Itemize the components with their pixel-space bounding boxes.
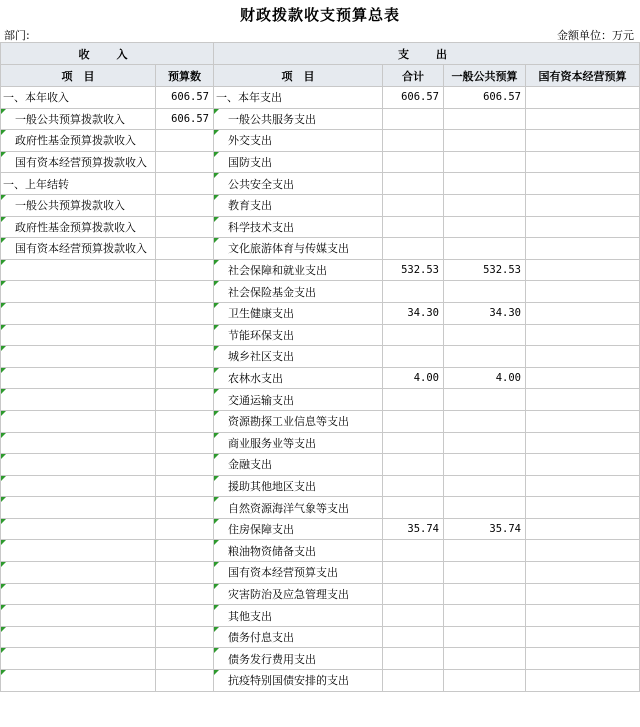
total-cell (383, 432, 444, 454)
soe-budget-cell (526, 238, 640, 260)
general-budget-cell (444, 346, 526, 368)
table-row (1, 518, 640, 540)
total-header: 合计 (383, 65, 444, 87)
soe-budget-cell (526, 216, 640, 238)
total-cell (383, 281, 444, 303)
income-amount-cell (156, 626, 214, 648)
soe-budget-cell (526, 130, 640, 152)
budget-table (0, 42, 640, 692)
total-cell: 4.00 (383, 367, 444, 389)
general-budget-cell (444, 281, 526, 303)
income-amount-cell (156, 389, 214, 411)
general-budget-cell: 532.53 (444, 259, 526, 281)
soe-budget-cell (526, 302, 640, 324)
table-row (1, 194, 640, 216)
total-cell (383, 194, 444, 216)
soe-budget-cell (526, 367, 640, 389)
income-amount-cell (156, 518, 214, 540)
income-item-cell: 一、上年结转 (1, 173, 156, 195)
general-budget-cell: 606.57 (444, 87, 526, 109)
general-budget-cell (444, 475, 526, 497)
expense-item-cell: 教育支出 (214, 194, 383, 216)
income-amount-cell (156, 367, 214, 389)
table-row (1, 626, 640, 648)
general-budget-cell (444, 238, 526, 260)
table-row (1, 670, 640, 692)
expense-item-cell: 外交支出 (214, 130, 383, 152)
income-item-cell (1, 475, 156, 497)
total-cell (383, 346, 444, 368)
expense-item-cell: 住房保障支出 (214, 518, 383, 540)
general-budget-header: 一般公共预算 (444, 65, 526, 87)
income-item-cell (1, 324, 156, 346)
income-amount-cell (156, 238, 214, 260)
income-item-cell: 国有资本经营预算拨款收入 (1, 238, 156, 260)
expense-item-cell: 公共安全支出 (214, 173, 383, 195)
expense-item-cell: 资源勘探工业信息等支出 (214, 410, 383, 432)
income-amount-cell (156, 648, 214, 670)
income-amount-cell: 606.57 (156, 87, 214, 109)
total-cell (383, 583, 444, 605)
soe-budget-cell (526, 194, 640, 216)
expense-item-cell: 粮油物资储备支出 (214, 540, 383, 562)
general-budget-cell (444, 670, 526, 692)
income-amount-cell (156, 497, 214, 519)
soe-budget-cell (526, 583, 640, 605)
income-item-cell (1, 389, 156, 411)
general-budget-cell (444, 216, 526, 238)
income-amount-cell (156, 583, 214, 605)
general-budget-cell (444, 626, 526, 648)
general-budget-cell (444, 194, 526, 216)
soe-budget-cell (526, 475, 640, 497)
total-cell (383, 626, 444, 648)
table-row (1, 497, 640, 519)
expense-item-cell: 债务付息支出 (214, 626, 383, 648)
income-item-cell (1, 346, 156, 368)
soe-budget-cell (526, 605, 640, 627)
income-item-cell: 政府性基金预算拨款收入 (1, 130, 156, 152)
general-budget-cell: 4.00 (444, 367, 526, 389)
income-amount-cell (156, 302, 214, 324)
general-budget-cell (444, 648, 526, 670)
general-budget-cell (444, 173, 526, 195)
income-amount-cell (156, 281, 214, 303)
expense-item-cell: 社会保障和就业支出 (214, 259, 383, 281)
total-cell: 34.30 (383, 302, 444, 324)
income-item-cell (1, 367, 156, 389)
general-budget-cell (444, 324, 526, 346)
income-amount-cell (156, 259, 214, 281)
header-row-group (1, 43, 640, 65)
income-item-cell (1, 670, 156, 692)
soe-budget-cell (526, 346, 640, 368)
income-item-cell: 国有资本经营预算拨款收入 (1, 151, 156, 173)
income-amount-cell (156, 475, 214, 497)
general-budget-cell (444, 605, 526, 627)
general-budget-cell (444, 130, 526, 152)
table-row (1, 324, 640, 346)
income-item-cell (1, 648, 156, 670)
general-budget-cell (444, 562, 526, 584)
income-item-cell: 一、本年收入 (1, 87, 156, 109)
expense-item-cell: 文化旅游体育与传媒支出 (214, 238, 383, 260)
expense-header: 支 出 (214, 43, 640, 65)
table-row (1, 410, 640, 432)
table-body (1, 87, 640, 692)
soe-budget-cell (526, 432, 640, 454)
expense-item-cell: 商业服务业等支出 (214, 432, 383, 454)
general-budget-cell (444, 497, 526, 519)
income-item-cell (1, 497, 156, 519)
expense-item-cell: 自然资源海洋气象等支出 (214, 497, 383, 519)
expense-item-cell: 援助其他地区支出 (214, 475, 383, 497)
income-item-cell (1, 626, 156, 648)
table-row (1, 540, 640, 562)
general-budget-cell (444, 540, 526, 562)
income-amount-cell (156, 605, 214, 627)
expense-item-cell: 交通运输支出 (214, 389, 383, 411)
expense-item-cell: 其他支出 (214, 605, 383, 627)
expense-item-cell: 社会保险基金支出 (214, 281, 383, 303)
income-amount-cell (156, 194, 214, 216)
table-row (1, 87, 640, 109)
total-cell (383, 130, 444, 152)
expense-item-cell: 一般公共服务支出 (214, 108, 383, 130)
table-row (1, 367, 640, 389)
total-cell (383, 410, 444, 432)
income-amount-cell (156, 130, 214, 152)
income-item-cell (1, 583, 156, 605)
income-item-cell (1, 432, 156, 454)
table-row (1, 562, 640, 584)
income-item-cell: 一般公共预算拨款收入 (1, 194, 156, 216)
general-budget-cell: 34.30 (444, 302, 526, 324)
page-title: 财政拨款收支预算总表 (239, 6, 400, 24)
income-item-cell: 一般公共预算拨款收入 (1, 108, 156, 130)
income-item-header: 项 目 (1, 65, 156, 87)
income-amount-cell (156, 151, 214, 173)
income-amount-cell (156, 216, 214, 238)
table-row (1, 432, 640, 454)
expense-item-header: 项 目 (214, 65, 383, 87)
total-cell (383, 216, 444, 238)
income-amount-cell (156, 324, 214, 346)
income-amount-cell (156, 432, 214, 454)
table-row (1, 151, 640, 173)
income-header: 收 入 (1, 43, 214, 65)
general-budget-cell (444, 432, 526, 454)
soe-budget-cell (526, 259, 640, 281)
table-row (1, 583, 640, 605)
general-budget-cell (444, 410, 526, 432)
general-budget-cell (444, 454, 526, 476)
general-budget-cell (444, 389, 526, 411)
soe-budget-cell (526, 173, 640, 195)
total-cell (383, 108, 444, 130)
expense-item-cell: 卫生健康支出 (214, 302, 383, 324)
table-row (1, 302, 640, 324)
department-label: 部门: (4, 29, 30, 42)
income-item-cell (1, 259, 156, 281)
total-cell (383, 648, 444, 670)
unit-label: 金额单位：万元 (557, 29, 634, 42)
general-budget-cell (444, 151, 526, 173)
table-row (1, 216, 640, 238)
total-cell: 532.53 (383, 259, 444, 281)
income-item-cell (1, 281, 156, 303)
general-budget-cell (444, 583, 526, 605)
general-budget-cell: 35.74 (444, 518, 526, 540)
table-row (1, 281, 640, 303)
soe-budget-cell (526, 281, 640, 303)
income-item-cell: 政府性基金预算拨款收入 (1, 216, 156, 238)
income-item-cell (1, 410, 156, 432)
income-item-cell (1, 302, 156, 324)
income-item-cell (1, 540, 156, 562)
total-cell (383, 389, 444, 411)
income-amount-cell (156, 540, 214, 562)
table-row (1, 475, 640, 497)
total-cell (383, 454, 444, 476)
expense-item-cell: 一、本年支出 (214, 87, 383, 109)
income-amount-cell (156, 346, 214, 368)
expense-item-cell: 节能环保支出 (214, 324, 383, 346)
header-row-columns (1, 65, 640, 87)
income-amount-cell (156, 562, 214, 584)
budget-amount-header: 预算数 (156, 65, 214, 87)
table-row (1, 454, 640, 476)
soe-budget-cell (526, 389, 640, 411)
soe-budget-cell (526, 540, 640, 562)
total-cell (383, 324, 444, 346)
income-amount-cell (156, 454, 214, 476)
income-item-cell (1, 518, 156, 540)
total-cell: 606.57 (383, 87, 444, 109)
table-row (1, 605, 640, 627)
table-row (1, 259, 640, 281)
soe-budget-header: 国有资本经营预算 (526, 65, 640, 87)
expense-item-cell: 抗疫特别国债安排的支出 (214, 670, 383, 692)
income-amount-cell (156, 173, 214, 195)
total-cell (383, 173, 444, 195)
total-cell (383, 475, 444, 497)
total-cell (383, 238, 444, 260)
total-cell (383, 562, 444, 584)
expense-item-cell: 债务发行费用支出 (214, 648, 383, 670)
table-row (1, 238, 640, 260)
soe-budget-cell (526, 497, 640, 519)
soe-budget-cell (526, 648, 640, 670)
expense-item-cell: 灾害防治及应急管理支出 (214, 583, 383, 605)
soe-budget-cell (526, 626, 640, 648)
total-cell (383, 497, 444, 519)
soe-budget-cell (526, 454, 640, 476)
expense-item-cell: 农林水支出 (214, 367, 383, 389)
table-row (1, 173, 640, 195)
soe-budget-cell (526, 324, 640, 346)
total-cell (383, 670, 444, 692)
income-amount-cell (156, 670, 214, 692)
general-budget-cell (444, 108, 526, 130)
total-cell: 35.74 (383, 518, 444, 540)
table-row (1, 130, 640, 152)
expense-item-cell: 城乡社区支出 (214, 346, 383, 368)
soe-budget-cell (526, 518, 640, 540)
table-row (1, 648, 640, 670)
total-cell (383, 605, 444, 627)
table-row (1, 346, 640, 368)
income-amount-cell (156, 410, 214, 432)
soe-budget-cell (526, 87, 640, 109)
soe-budget-cell (526, 151, 640, 173)
total-cell (383, 151, 444, 173)
income-item-cell (1, 454, 156, 476)
table-row (1, 108, 640, 130)
table-row (1, 389, 640, 411)
income-item-cell (1, 562, 156, 584)
soe-budget-cell (526, 562, 640, 584)
soe-budget-cell (526, 108, 640, 130)
expense-item-cell: 科学技术支出 (214, 216, 383, 238)
expense-item-cell: 国有资本经营预算支出 (214, 562, 383, 584)
soe-budget-cell (526, 410, 640, 432)
expense-item-cell: 金融支出 (214, 454, 383, 476)
soe-budget-cell (526, 670, 640, 692)
expense-item-cell: 国防支出 (214, 151, 383, 173)
income-item-cell (1, 605, 156, 627)
income-amount-cell: 606.57 (156, 108, 214, 130)
total-cell (383, 540, 444, 562)
